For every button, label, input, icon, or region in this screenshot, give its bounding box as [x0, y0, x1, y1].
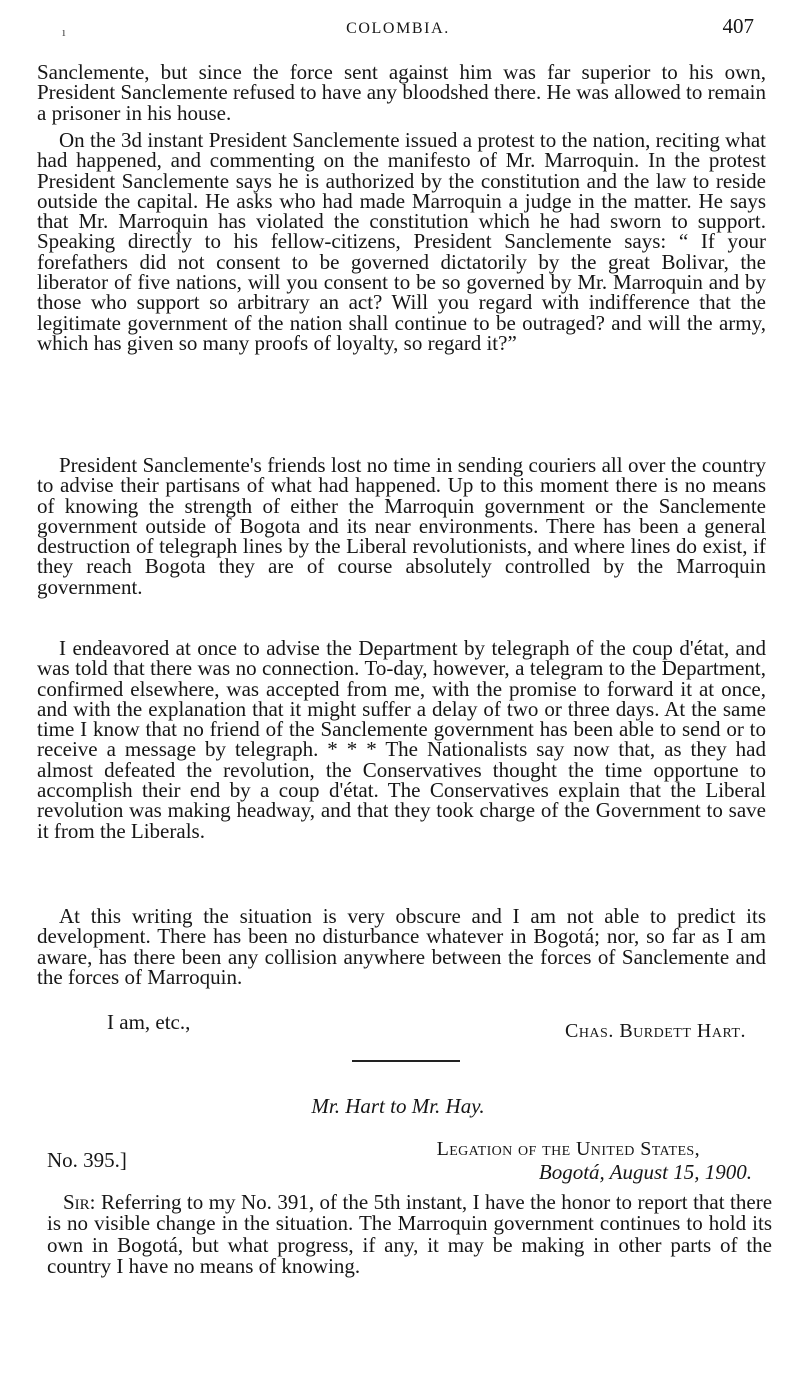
letter-number: No. 395.] [47, 1148, 127, 1172]
paragraph: At this writing the situation is very obscure and I am not able to predict its development. There has been no disturbance whatever in Bogotá; nor, so far as I am aware, has there been any collision anywhere between the forces of Sanclemente and the forces of Marroquin. [37, 904, 766, 989]
letter-text: Referring to my No. 391, of the 5th instant, I have the honor to report that there is no visible change in the situation. The Marroquin government continues to hold its own in Bogotá, but what progress, if any, it may be making in other parts of the country I have no means of knowing. [47, 1190, 773, 1279]
paragraph: Sanclemente, but since the force sent against him was far superior to his own, President Sanclemente refused to have any bloodshed there. He was allowed to remain a prisoner in his house. [37, 60, 766, 125]
letter-origin: Legation of the United States, [436, 1138, 700, 1160]
letter-body [47, 1192, 772, 1278]
paragraph: President Sanclemente's friends lost no time in sending couriers all over the country to advise their partisans of what had happened. Up to this moment there is no means of knowing the strength of either the Marroquin government or the Sanclemente government outside of Bogota and its near environments. There has been a general destruction of telegraph lines by the Liberal revolutionists, and where lines do exist, if they reach Bogota they are of course absolutely controlled by the Marroquin government. [37, 453, 766, 599]
page-number: 407 [722, 14, 754, 38]
paragraph: On the 3d instant President Sanclemente issued a protest to the nation, reciting what had happened, and commenting on the manifesto of Mr. Marroquin. In the protest President Sanclemente says he is authorized by the constitution and the law to reside outside the capital. He asks who had made Marroquin a judge in the matter. He says that Mr. Marroquin has violated the constitution which he had sworn to support. Speaking directly to his fellow-citizens, President Sanclemente says: “ If your forefathers did not consent to be governed dictatorily by the great Bolivar, the liberator of five nations, will you consent to be so governed by Mr. Marroquin and by those who support so arbitrary an act? Will you regard with indifference that the legitimate government of the nation shall continue to be outraged? and will the army, which has given so many proofs of loyalty, so regard it?” [37, 128, 766, 355]
running-head [0, 14, 796, 44]
margin-mark: ı [62, 24, 66, 39]
letter-closing [0, 1010, 796, 1044]
letter-heading: Mr. Hart to Mr. Hay. [311, 1094, 485, 1118]
signature: Chas. Burdett Hart. [564, 1020, 746, 1042]
letter-salutation: Sir: [63, 1190, 96, 1214]
letter-dateline: Bogotá, August 15, 1900. [538, 1160, 752, 1184]
paragraph-situation [37, 906, 766, 987]
paragraph: I endeavored at once to advise the Department by telegraph of the coup d'état, and was told that there was no connection. To-day, however, a telegram to the Department, confirmed elsewhere, was accepted from me, with the promise to forward it at once, and with the explanation that it might suffer a delay of two or three days. At the same time I know that no friend of the Sanclemente government has been able to send or to receive a message by telegraph. * * * The Nationalists say now that, as they had almost defeated the revolution, the Conservatives thought the time opportune to accomplish their end by a coup d'état. The Conservatives explain that the Liberal revolution was making headway, and that they took charge of the Government to save it from the Liberals. [37, 636, 766, 843]
page-header-title: COLOMBIA. [346, 20, 450, 37]
paragraph-continuation [37, 62, 766, 123]
paragraph-telegraph [37, 638, 766, 841]
closing-salutation: I am, etc., [107, 1010, 191, 1034]
section-divider [352, 1060, 460, 1062]
paragraph-protest [37, 130, 766, 353]
paragraph-couriers [37, 455, 766, 597]
letter-paragraph [47, 1192, 772, 1278]
